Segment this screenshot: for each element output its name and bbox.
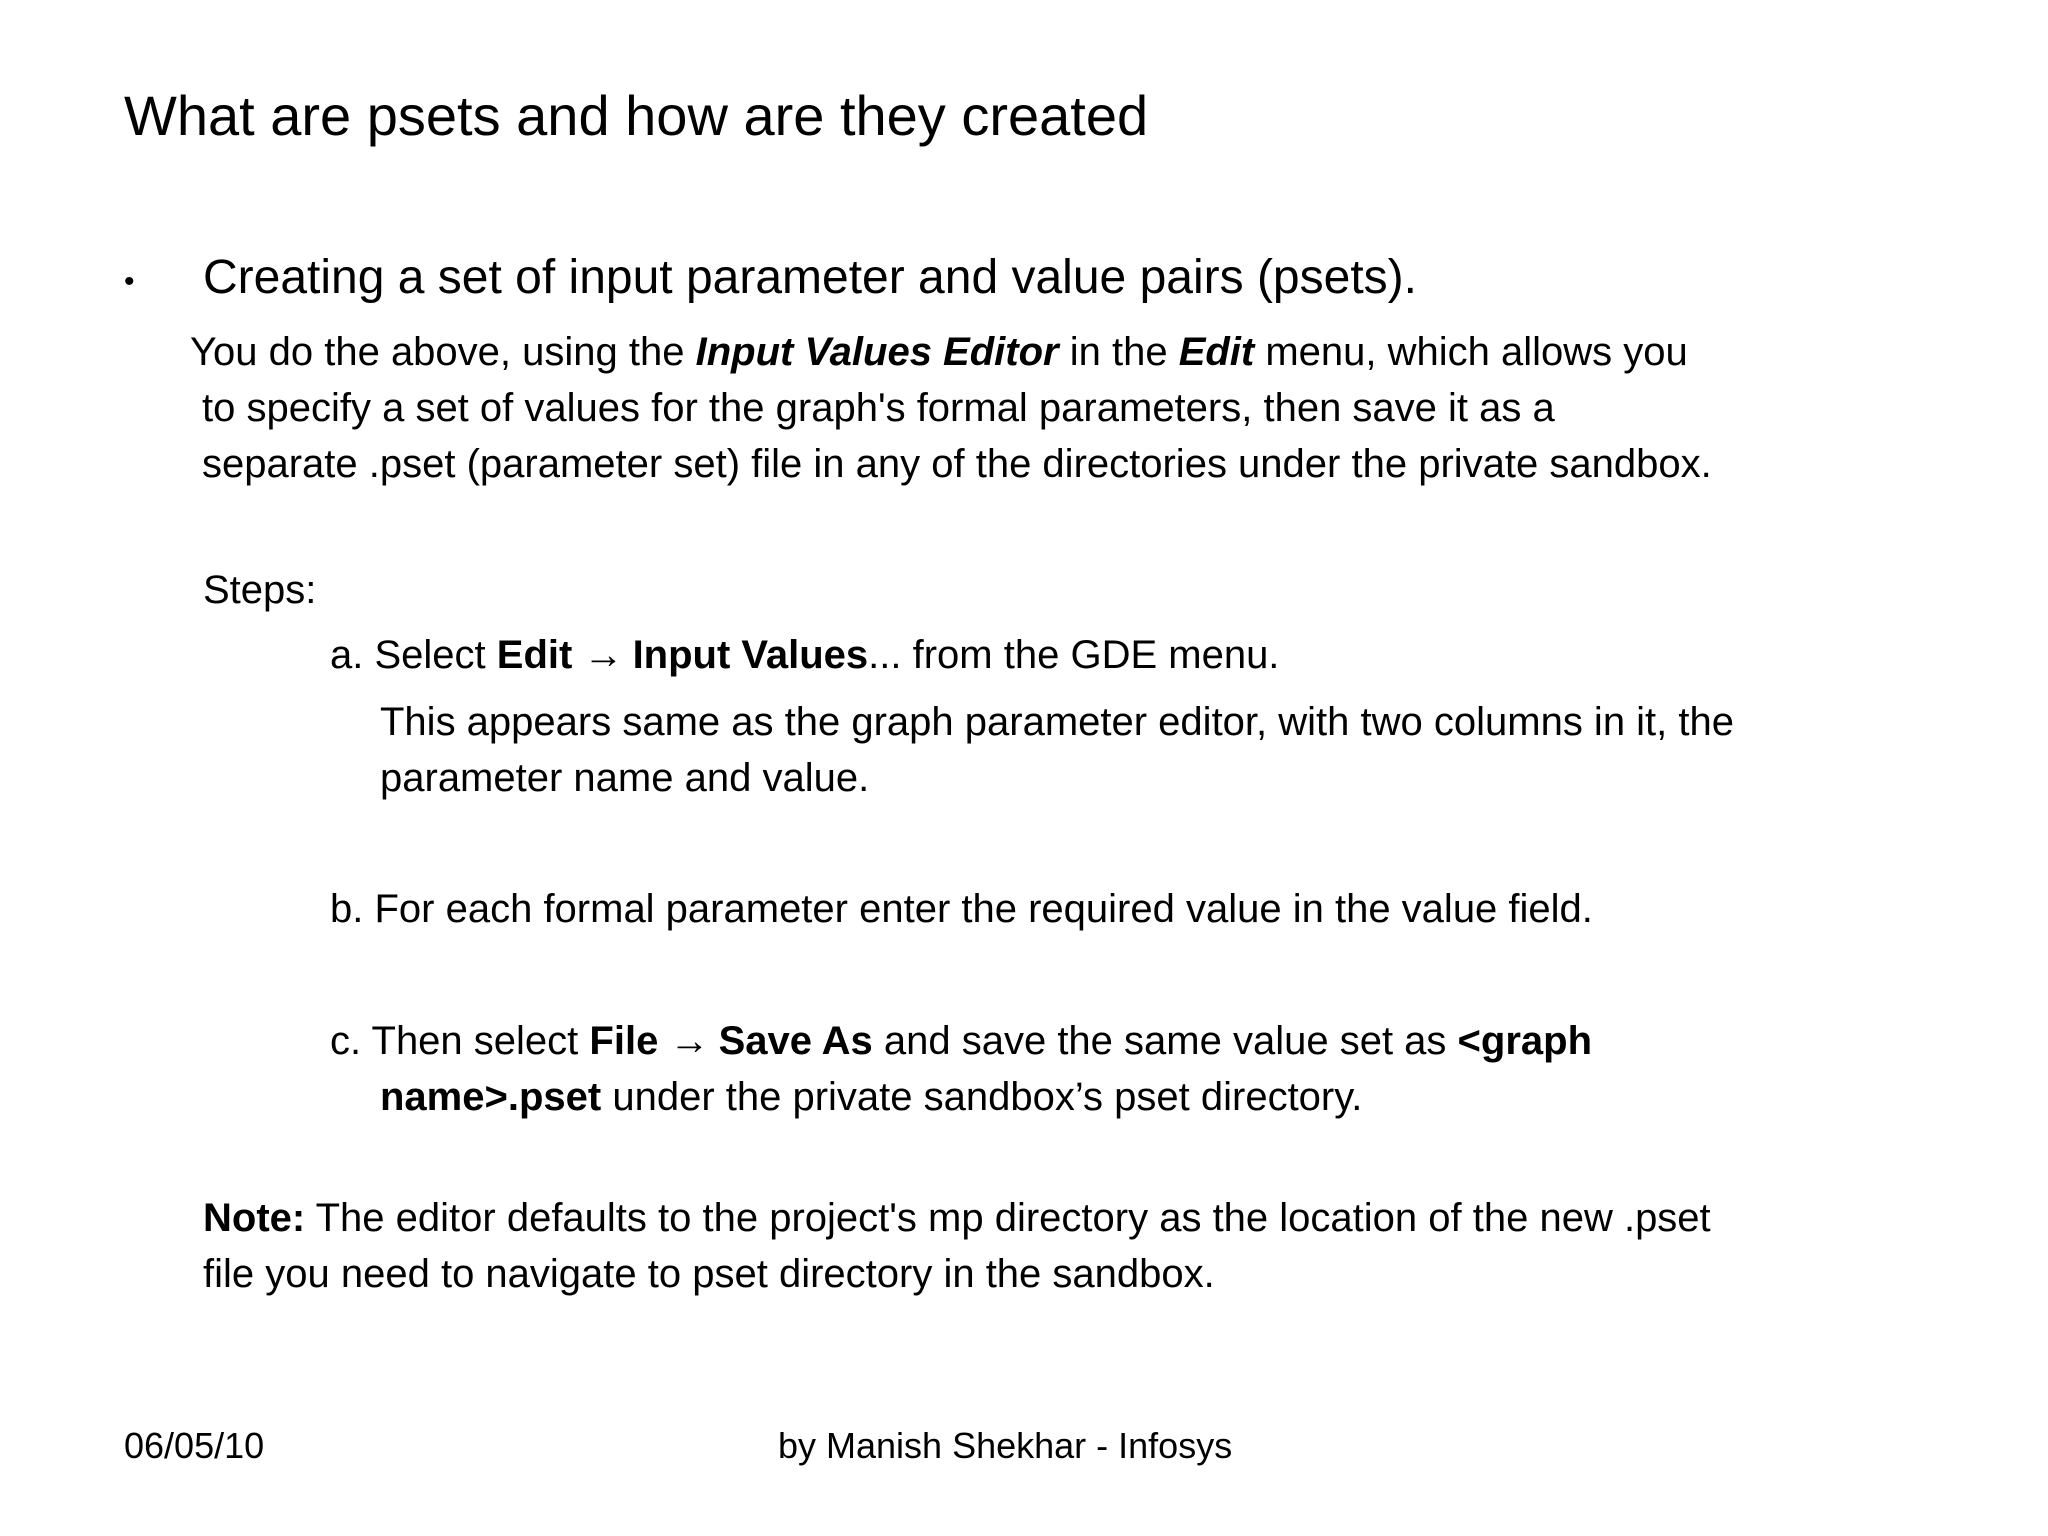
intro-line-3: separate .pset (parameter set) file in any of the directories under the private sandbox. — [202, 442, 1712, 486]
step-c-suffix: under the private sandbox’s pset directory. — [601, 1075, 1363, 1119]
step-c-line-1 — [330, 1013, 1592, 1069]
note-line-1 — [203, 1190, 1711, 1246]
edit-menu-term: Edit — [1178, 330, 1255, 374]
arrow-right-icon: → — [583, 633, 624, 677]
step-a-desc-line-2: parameter name and value. — [380, 756, 870, 800]
graph-name-term: <graph — [1457, 1019, 1593, 1063]
step-c-line-2 — [380, 1069, 1362, 1125]
step-a-prefix: a. Select — [330, 633, 497, 677]
intro-text: in the — [1058, 330, 1179, 374]
input-values-menu-term: Input Values — [632, 633, 869, 677]
step-a-desc-line-1: This appears same as the graph parameter editor, with two columns in it, the — [380, 700, 1735, 744]
step-b-line: b. For each formal parameter enter the required value in the value field. — [330, 887, 1593, 931]
intro-text: You do the above, using the — [190, 330, 696, 374]
note-line-2: file you need to navigate to pset directory in the sandbox. — [203, 1252, 1215, 1296]
pset-filename-term: name>.pset — [380, 1075, 602, 1119]
step-a-suffix: ... from the GDE menu. — [868, 633, 1280, 677]
edit-menu-term: Edit — [496, 633, 573, 677]
note-text: The editor defaults to the project's mp directory as the location of the new .pset — [305, 1196, 1711, 1240]
note-label: Note: — [203, 1196, 306, 1240]
bullet-marker: • — [124, 265, 135, 298]
intro-paragraph — [190, 324, 1712, 492]
step-c-middle: and save the same value set as — [872, 1019, 1458, 1063]
input-values-editor-term: Input Values Editor — [695, 330, 1059, 374]
intro-text: menu, which allows you — [1254, 330, 1688, 374]
arrow-right-icon: → — [669, 1019, 710, 1063]
file-menu-term: File — [589, 1019, 659, 1063]
slide-title: What are psets and how are they created — [124, 84, 1149, 147]
footer-date: 06/05/10 — [124, 1425, 265, 1466]
step-c-prefix: c. Then select — [330, 1019, 590, 1063]
save-as-menu-term: Save As — [718, 1019, 873, 1063]
intro-line-2: to specify a set of values for the graph's formal parameters, then save it as a — [202, 386, 1555, 430]
intro-line-1 — [190, 324, 1712, 380]
footer-author: by Manish Shekhar - Infosys — [778, 1425, 1233, 1466]
bullet-text: Creating a set of input parameter and value pairs (psets). — [203, 251, 1417, 304]
step-a-line — [330, 627, 1279, 683]
steps-label: Steps: — [203, 568, 317, 612]
